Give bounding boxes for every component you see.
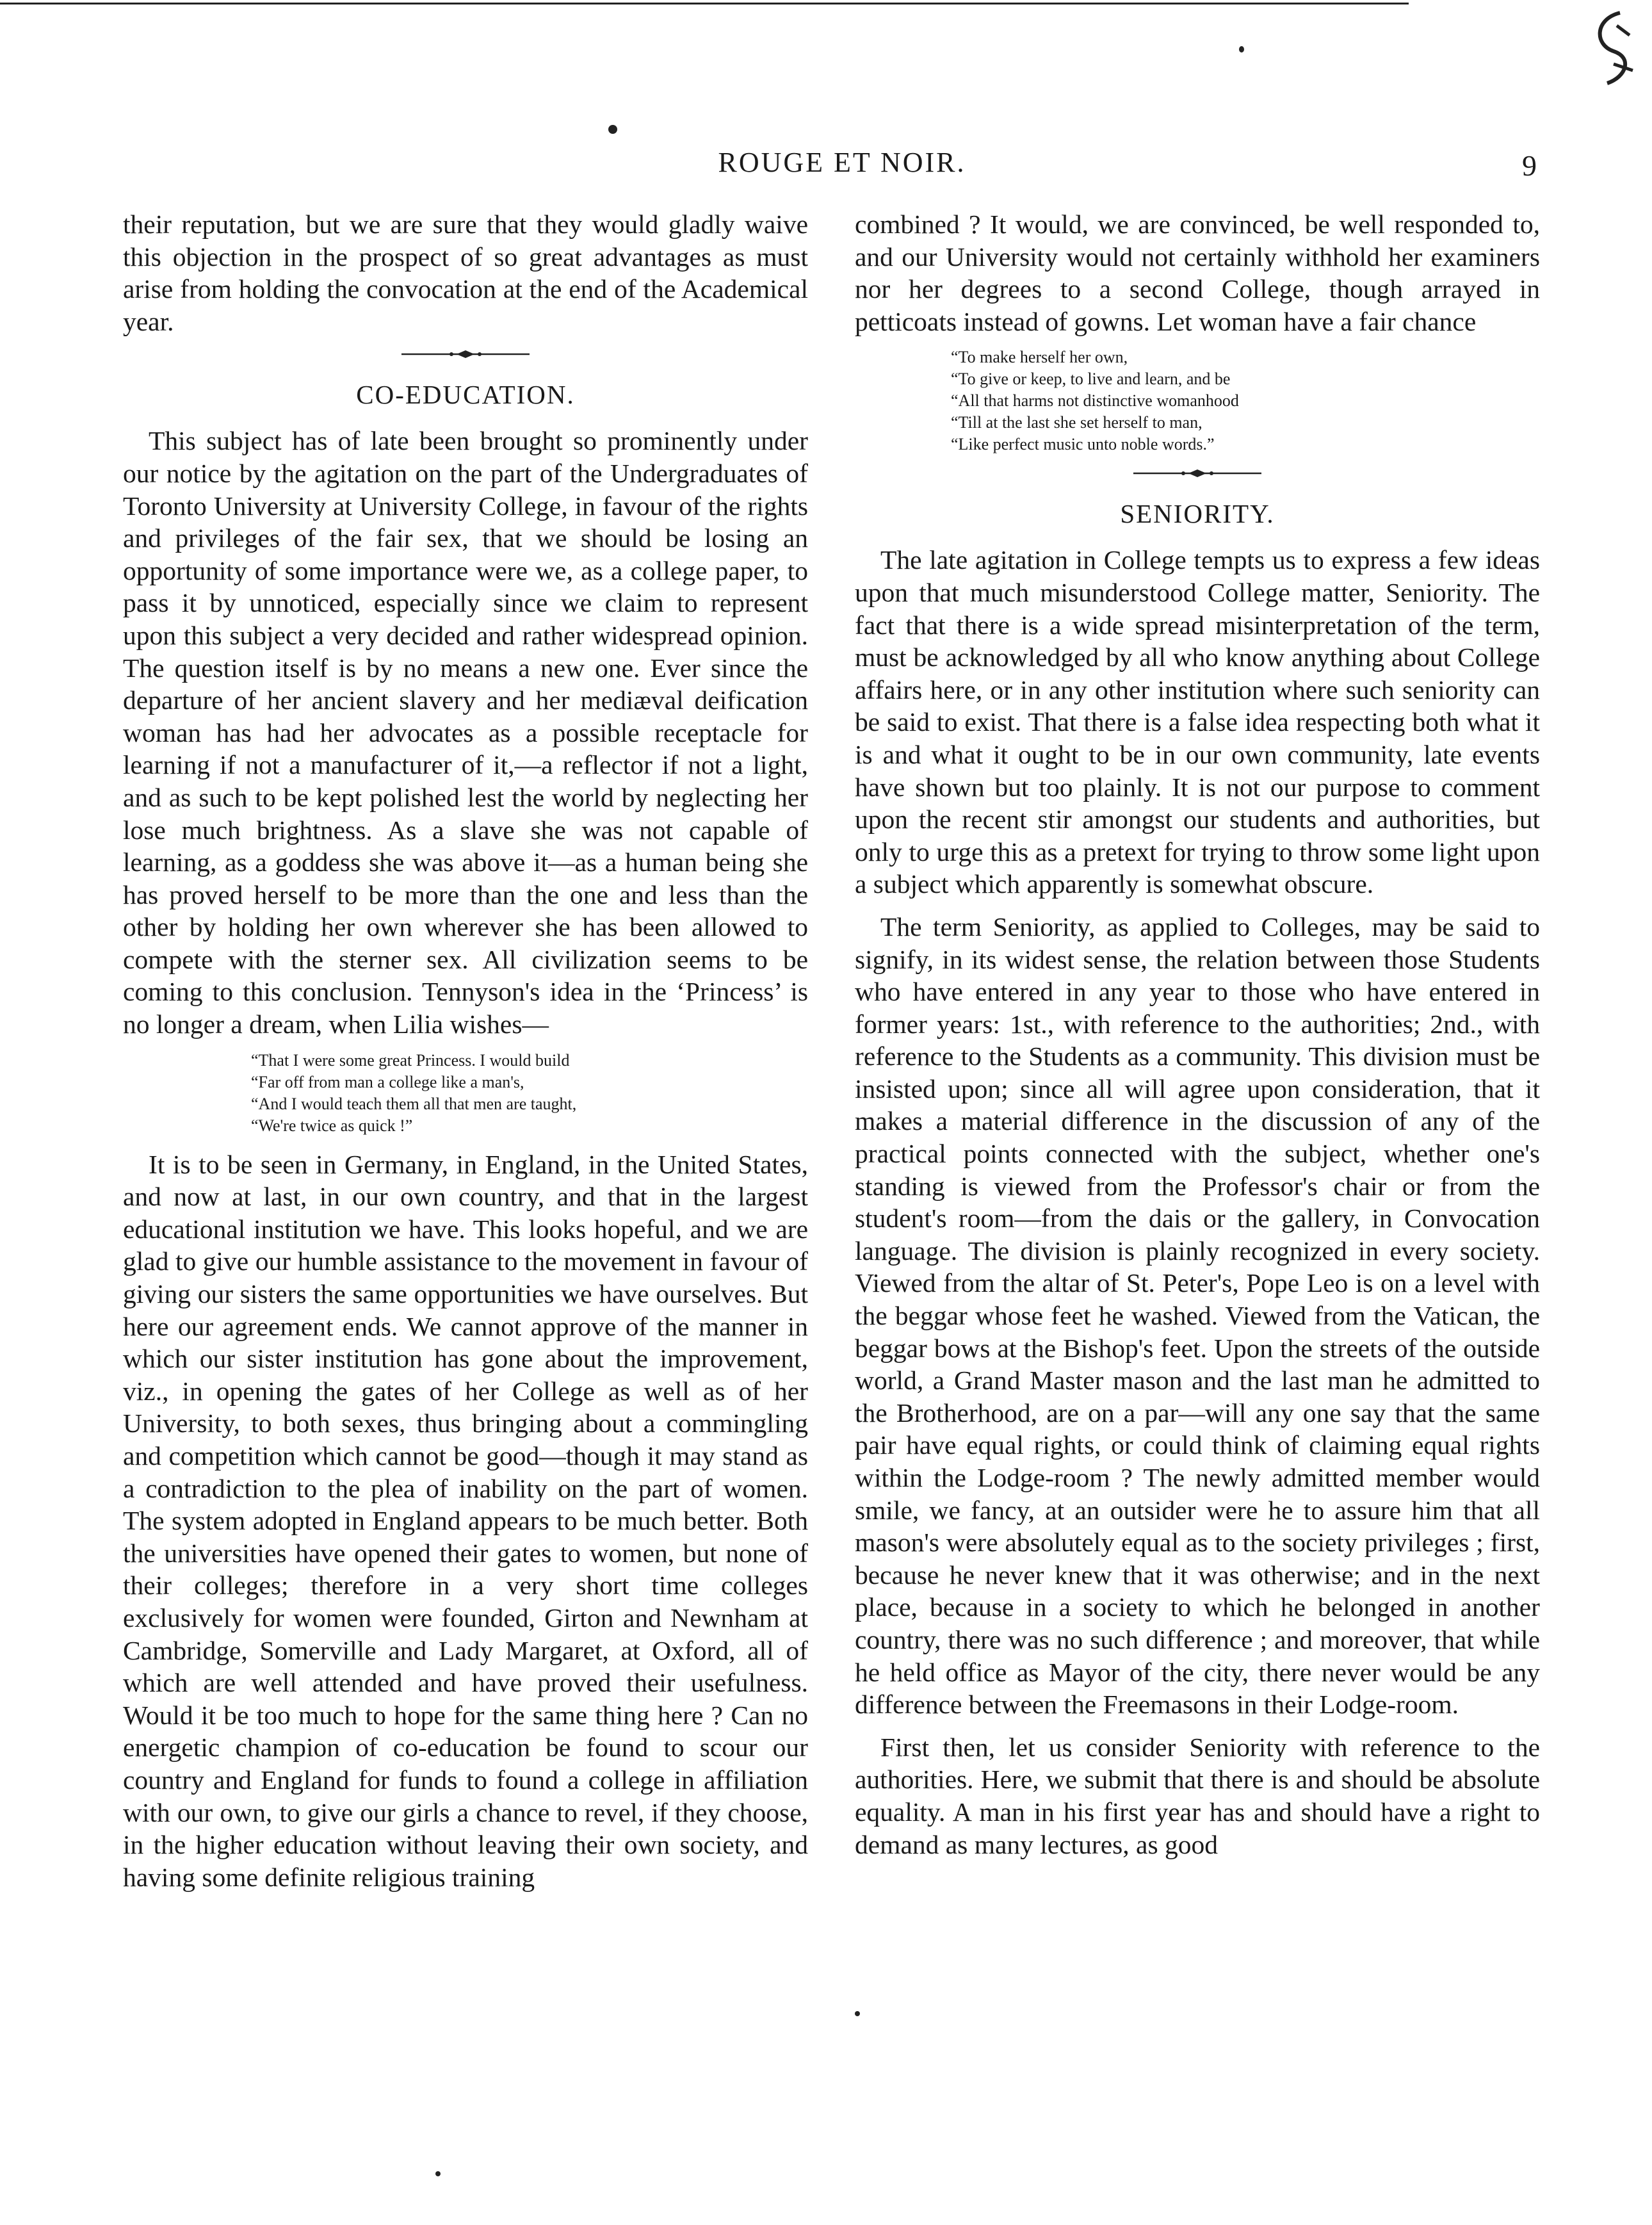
section-divider-ornament: [401, 348, 530, 361]
co-education-paragraph-2: It is to be seen in Germany, in England, in the United States, and now at last, in our own country, and that in the largest educational institution we have. This looks hopeful, and we are glad to give our humble assistance to the movement in favour of giving our sisters the same opportunities we have ourselves. But here our agreement ends. We cannot approve of the manner in which our sister institution has gone about the improvement, viz., in opening the gates of her College as well as of her University, to both sexes, thus bringing about a commingling and competition which cannot be good—though it may stand as a contradiction to the plea of inability on the part of women. The system adopted in England appears to be much better. Both the universities have opened their gates to women, but none of their colleges; therefore in a very short time colleges exclusively for women were founded, Girton and Newnham at Cambridge, Somerville and Lady Margaret, at Oxford, all of which are well attended and have proved their usefulness. Would it be too much to hope for the same thing here ? Can no energetic champion of co-education be found to scour our country and England for funds to found a college in affiliation with our own, to give our girls a chance to revel, if they choose, in the higher education without leaving their own society, and having some definite religious training: [123, 1149, 808, 1892]
verse-line: “And I would teach them all that men are taught,: [251, 1094, 577, 1113]
right-column: [855, 208, 1540, 1861]
woman-verse-quote: [855, 346, 1540, 455]
verse-line: “To give or keep, to live and learn, and be: [951, 370, 1231, 389]
ink-speck: [435, 2171, 441, 2176]
ink-speck: [1239, 46, 1244, 53]
seniority-paragraph-1: The late agitation in College tempts us to express a few ideas upon that much misunderstood College matter, Seniority. The fact that there is a wide spread misinterpretation of the term, must be acknowledged by all who know anything about College affairs here, or in any other institution where such seniority can be said to exist. That there is a false idea respecting both what it is and what it ought to be in our own community, late events have shown but too plainly. It is not our purpose to comment upon the recent stir amongst our students and authorities, but only to urge this as a pretext for trying to throw some light upon a subject which apparently is somewhat obscure.: [855, 545, 1540, 899]
right-intro-paragraph: combined ? It would, we are convinced, be well responded to, and our University would not certainly withhold her examiners nor her degrees to a second College, though arrayed in petticoats instead of gowns. Let woman have a fair chance: [855, 209, 1540, 336]
co-education-paragraph-1: This subject has of late been brought so prominently under our notice by the agitation on the part of the Undergraduates of Toronto University at University College, in favour of the rights and privileges of the fair sex, that we should be losing an opportunity of some importance were we, as a college paper, to pass it by unnoticed, especially since we claim to represent upon this subject a very decided and rather widespread opinion. The question itself is by no means a new one. Ever since the departure of her ancient slavery and her mediæval deification woman has had her advocates as a possible receptacle for learning if not a manufacturer of it,—a reflector if not a light, and as such to be kept polished lest the world by neglecting her lose much brightness. As a slave she was not capable of learning, as a goddess she was above it—as a human being she has proved herself to be more than the one and less than the other by holding her own wherever she has been allowed to compete with the sterner sex. All civilization seems to be coming to this conclusion. Tennyson's idea in the ‘Princess’ is no longer a dream, when Lilia wishes—: [123, 426, 808, 1039]
verse-line: “To make herself her own,: [951, 348, 1128, 367]
verse-line: “Till at the last she set herself to man,: [951, 413, 1203, 432]
seniority-heading: SENIORITY.: [1120, 499, 1275, 529]
corner-scribble-mark: [1582, 6, 1639, 102]
ink-speck: [608, 125, 617, 134]
verse-line: “We're twice as quick !”: [251, 1116, 413, 1135]
section-divider-ornament: [1133, 467, 1261, 480]
page-number: 9: [1522, 149, 1537, 182]
verse-line: “Like perfect music unto noble words.”: [951, 435, 1215, 454]
left-intro-paragraph: their reputation, but we are sure that they would gladly waive this objection in the prospect of so great advantages as must arise from holding the convocation at the end of the Academical year.: [123, 209, 808, 336]
verse-line: “Far off from man a college like a man's,: [251, 1072, 524, 1091]
verse-line: “All that harms not distinctive womanhood: [951, 391, 1239, 411]
co-education-heading: CO-EDUCATION.: [356, 380, 575, 410]
running-head: [147, 146, 1537, 191]
running-title: ROUGE ET NOIR.: [718, 147, 966, 178]
left-column: [123, 208, 808, 1893]
princess-verse-quote: [123, 1050, 808, 1137]
seniority-paragraph-2: The term Seniority, as applied to Colleges, may be said to signify, in its widest sense, the relation between those Students who have entered in any year to those who have entered in former years: 1st., with reference to the authorities; 2nd., with reference to the Students as a community. This division must be insisted upon; since all will agree upon consideration, that it makes a material difference in the discussion of any of the practical points connected with the subject, whether one's standing is viewed from the Professor's chair or from the student's room—from the dais or the gallery, in Convocation language. The division is plainly recognized in every society. Viewed from the altar of St. Peter's, Pope Leo is on a level with the beggar whose feet he washed. Viewed from the Vatican, the beggar bows at the Bishop's feet. Upon the streets of the outside world, a Grand Master mason and the last man he admitted to the Brotherhood, are on a par—will any one say that the same pair have equal rights, or could think of claiming equal rights within the Lodge-room ? The newly admitted member would smile, we fancy, at an outsider were he to assure him that all mason's were absolutely equal as to the society privileges ; first, because he never knew that it was otherwise; and in the next place, because in a society to which he belonged in another country, there was no such difference ; and moreover, that while he held office as Mayor of the city, there never would be any difference between the Freemasons in their Lodge-room.: [855, 911, 1540, 1720]
ink-speck: [855, 2011, 860, 2016]
verse-line: “That I were some great Princess. I would build: [251, 1050, 570, 1070]
seniority-paragraph-3: First then, let us consider Seniority with reference to the authorities. Here, we submit that there is and should be absolute equality. A man in his first year has and should have a right to demand as many lectures, as good: [855, 1732, 1540, 1859]
top-edge-rule: [0, 3, 1409, 4]
